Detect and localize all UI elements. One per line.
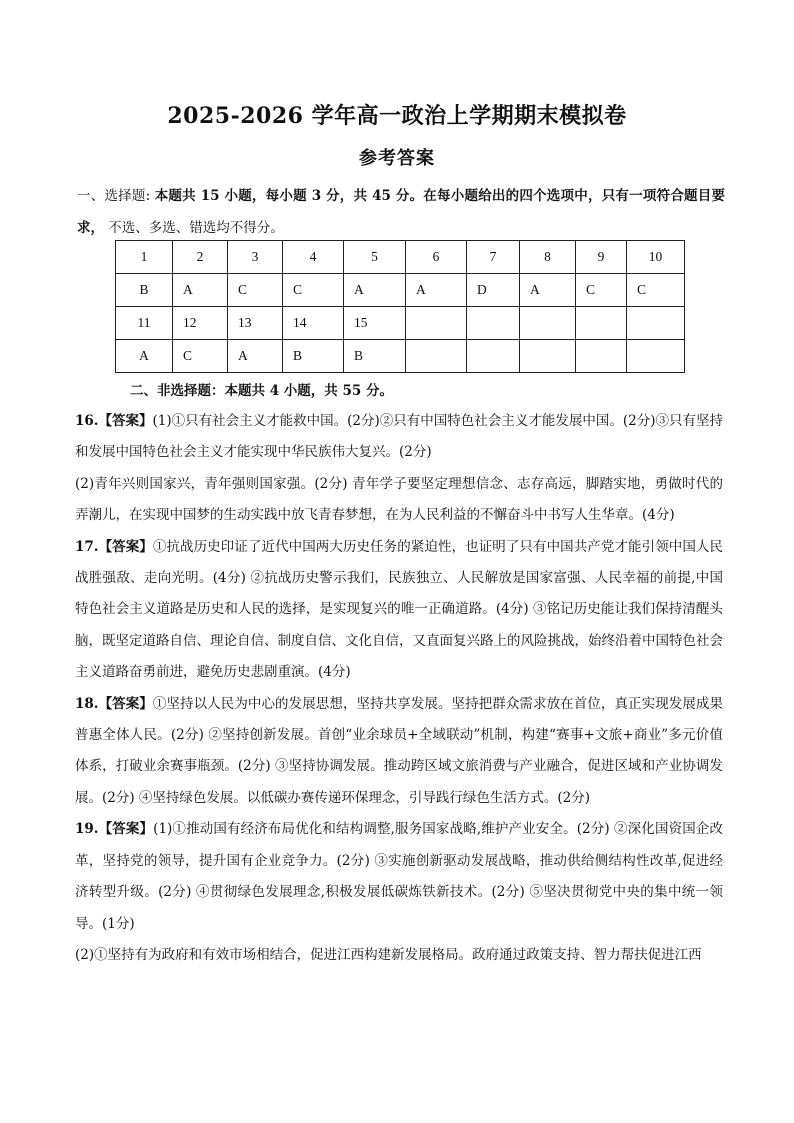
table-cell: 9 [576,241,627,274]
table-cell: 10 [627,241,685,274]
table-cell: C [228,274,283,307]
table-cell [406,340,467,373]
table-cell [576,340,627,373]
table-row-answers-1-10 [116,274,685,307]
section-2-heading: 二、非选择题：本题共 4 小题，共 55 分。 [130,383,393,399]
table-cell [520,307,576,340]
table-cell: C [283,274,344,307]
table-cell: 3 [228,241,283,274]
table-cell: 6 [406,241,467,274]
answer-19-text-2: (2)①坚持有为政府和有效市场相结合，促进江西构建新发展格局。政府通过政策支持、智力帮扶促进江西 [75,946,702,963]
answer-17-text: ①抗战历史印证了近代中国两大历史任务的紧迫性，也证明了只有中国共产党才能引领中国人民战胜强敌、走向光明。(4分) ②抗战历史警示我们，民族独立、人民解放是国家富强、人民幸福的前提,中国特色社会主义道路是历史和人民的选择，是实现复兴的唯一正确道路。(4分) ③铭记历史能让我们保持清醒头脑，既坚定道路自信、理论自信、制度自信、文化自信，又直面复兴路上的风险挑战，始终沿着中国特色社会主义道路奋勇前进，避免历史悲剧重演。(4分) [75,538,723,681]
free-response-answers [75,406,723,971]
table-cell: 5 [344,241,406,274]
answer-16-text-2: (2)青年兴则国家兴，青年强则国家强。(2分) 青年学子要坚定理想信念、志存高远，脚踏实地，勇做时代的弄潮儿，在实现中国梦的生动实践中放飞青春梦想，在为人民利益的不懈奋斗中书写人生华章。(4分) [75,475,723,524]
table-cell: 1 [116,241,173,274]
table-cell [520,340,576,373]
page-title: 2025-2026 学年高一政治上学期期末模拟卷 [167,103,627,129]
table-row-numbers-1-10 [116,241,685,274]
section-1-bold-text: 本题共 15 小题，每小题 3 分，共 45 分。在每小题给出的四个选项中，只有一项符合题目要求， [77,188,725,236]
answer-16-part-1 [75,406,723,469]
table-cell: 2 [173,241,228,274]
table-row-numbers-11-15 [116,307,685,340]
table-cell: D [467,274,520,307]
section-1-instructions [77,180,725,244]
answer-19-part-2 [75,940,723,971]
answer-17 [75,532,723,689]
answer-19-part-1 [75,814,723,940]
table-cell [406,307,467,340]
table-cell: B [283,340,344,373]
table-cell: B [116,274,173,307]
answer-19-text-1: (1)①推动国有经济布局优化和结构调整,服务国家战略,维护产业安全。(2分) ②深化国资国企改革，坚持党的领导，提升国有企业竞争力。(2分) ③实施创新驱动发展战略，推动供给侧结构性改革,促进经济转型升级。(2分) ④贯彻绿色发展理念,积极发展低碳炼铁新技术。(2分) ⑤坚决贯彻党中央的集中统一领导。(1分) [75,821,723,932]
table-cell: 7 [467,241,520,274]
table-cell: B [344,340,406,373]
table-cell: C [173,340,228,373]
table-cell: A [344,274,406,307]
table-cell [627,340,685,373]
table-cell: 13 [228,307,283,340]
answer-19-label: 19.【答案】 [75,821,154,838]
choice-answer-table [115,240,685,373]
table-cell: C [576,274,627,307]
answer-17-label: 17.【答案】 [75,538,153,555]
table-cell: C [627,274,685,307]
table-cell: A [520,274,576,307]
section-1-rest-text: 不选、多选、错选均不得分。 [108,220,284,236]
answer-16-text-1: (1)①只有社会主义才能救中国。(2分)②只有中国特色社会主义才能发展中国。(2分)③只有坚持和发展中国特色社会主义才能实现中华民族伟大复兴。(2分) [75,413,723,461]
table-cell: 4 [283,241,344,274]
table-row-answers-11-15 [116,340,685,373]
table-cell [467,307,520,340]
answer-18 [75,689,723,815]
table-cell [467,340,520,373]
table-cell: 8 [520,241,576,274]
section-1-prefix: 一、选择题: [77,188,151,204]
table-cell: A [173,274,228,307]
table-cell [627,307,685,340]
table-cell [576,307,627,340]
answer-16-label: 16.【答案】 [75,413,153,429]
table-cell: A [406,274,467,307]
table-cell: 12 [173,307,228,340]
answer-18-text: ①坚持以人民为中心的发展思想，坚持共享发展。坚持把群众需求放在首位，真正实现发展成果普惠全体人民。(2分) ②坚持创新发展。首创“业余球员+全域联动”机制，构建“赛事+文旅+商业”多元价值体系，打破业余赛事瓶颈。(2分) ③坚持协调发展。推动跨区域文旅消费与产业融合，促进区域和产业协调发展。(2分) ④坚持绿色发展。以低碳办赛传递环保理念，引导践行绿色生活方式。(2分) [75,695,723,806]
table-cell: 14 [283,307,344,340]
table-cell: 15 [344,307,406,340]
page-subtitle: 参考答案 [359,148,435,169]
answer-16-part-2 [75,469,723,532]
table-cell: A [228,340,283,373]
answer-18-label: 18.【答案】 [75,695,153,712]
table-cell: 11 [116,307,173,340]
table-cell: A [116,340,173,373]
